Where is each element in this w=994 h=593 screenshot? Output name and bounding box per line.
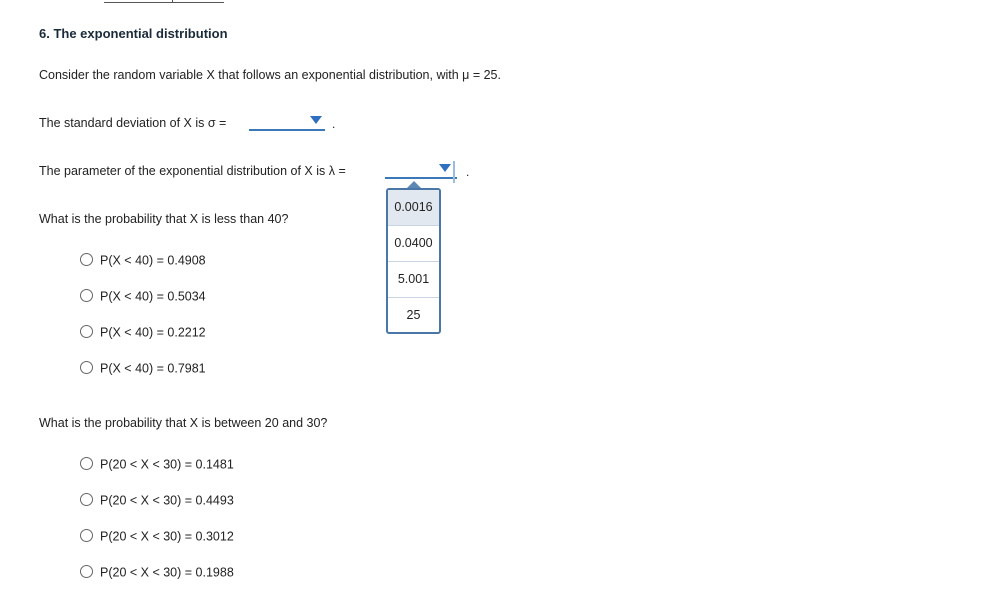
q1-prompt: What is the probability that X is less than 40? <box>39 212 289 226</box>
stub-tick <box>172 0 173 2</box>
q2-prompt: What is the probability that X is between 20 and 30? <box>39 416 328 430</box>
q2-option-label: P(20 < X < 30) = 0.1988 <box>100 565 234 580</box>
top-stub-rule <box>104 0 224 3</box>
dropdown-option-0400[interactable]: 0.0400 <box>388 226 439 262</box>
param-prompt: The parameter of the exponential distribution of X is λ = <box>39 164 346 178</box>
radio-button[interactable] <box>80 361 93 374</box>
sd-dropdown[interactable] <box>249 114 325 131</box>
dropdown-option-5001[interactable]: 5.001 <box>388 262 439 298</box>
q1-option-4[interactable] <box>80 361 206 377</box>
radio-button[interactable] <box>80 529 93 542</box>
q1-option-label: P(X < 40) = 0.4908 <box>100 253 206 268</box>
param-dropdown[interactable] <box>385 162 457 179</box>
q2-option-label: P(20 < X < 30) = 0.1481 <box>100 457 234 472</box>
q1-option-label: P(X < 40) = 0.7981 <box>100 361 206 376</box>
intro-text: Consider the random variable X that follows an exponential distribution, with μ = 25. <box>39 68 501 82</box>
dropdown-option-25[interactable]: 25 <box>406 308 421 322</box>
radio-button[interactable] <box>80 565 93 578</box>
q1-option-label: P(X < 40) = 0.5034 <box>100 289 206 304</box>
radio-button[interactable] <box>80 289 93 302</box>
q1-option-label: P(X < 40) = 0.2212 <box>100 325 206 340</box>
q2-option-3[interactable] <box>80 529 234 545</box>
q2-option-4[interactable] <box>80 565 234 581</box>
dropdown-option-0016[interactable]: 0.0016 <box>388 190 439 226</box>
sd-period: . <box>332 117 336 131</box>
q2-option-1[interactable] <box>80 457 234 473</box>
param-dropdown-menu[interactable] <box>386 188 441 334</box>
sd-prompt: The standard deviation of X is σ = <box>39 116 227 130</box>
radio-button[interactable] <box>80 457 93 470</box>
chevron-down-icon <box>310 116 322 124</box>
q2-option-2[interactable] <box>80 493 234 509</box>
text-cursor-icon <box>450 161 458 183</box>
popup-caret-icon <box>407 181 421 188</box>
radio-button[interactable] <box>80 325 93 338</box>
radio-button[interactable] <box>80 253 93 266</box>
section-heading: 6. The exponential distribution <box>39 26 228 41</box>
q2-option-label: P(20 < X < 30) = 0.3012 <box>100 529 234 544</box>
q1-option-1[interactable] <box>80 253 206 269</box>
radio-button[interactable] <box>80 493 93 506</box>
q1-option-3[interactable] <box>80 325 206 341</box>
param-period: . <box>466 165 470 179</box>
q2-option-label: P(20 < X < 30) = 0.4493 <box>100 493 234 508</box>
q1-option-2[interactable] <box>80 289 206 305</box>
